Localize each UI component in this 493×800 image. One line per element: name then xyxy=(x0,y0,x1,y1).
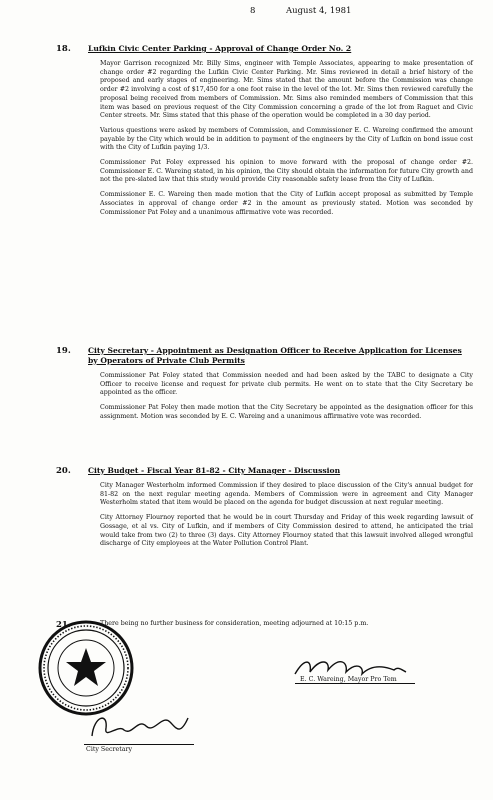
item-paragraph: Commissioner Pat Foley expressed his opinion to move forward with the proposal of change order #2. Commissioner E. C. Wareing stated, in his opinion, the City should obtain the information for future City growth and not the pre-slated law that this study would provide City reasonable safety lease from the City of Lufkin. xyxy=(100,159,473,184)
mayor-signature-label: E. C. Wareing, Mayor Pro Tem xyxy=(300,676,397,683)
item-number: 19. xyxy=(56,346,71,356)
secretary-signature-image xyxy=(84,706,194,748)
mayor-signature-line xyxy=(295,683,415,684)
item-title: City Secretary - Appointment as Designation Officer to Receive Application for Licenses by Operators of Private Club Permits xyxy=(88,346,462,365)
item-number: 21. xyxy=(56,620,71,630)
city-seal-image xyxy=(36,618,136,718)
item-number: 18. xyxy=(56,44,71,54)
item-paragraph: Commissioner E. C. Wareing then made motion that the City of Lufkin accept proposal as submitted by Temple Associates in approval of change order #2 in the amount as previously stated. Motion was seconded by Commissioner Pat Foley and a unanimous affirmative vote was recorded. xyxy=(100,191,473,216)
agenda-item-18 xyxy=(56,44,473,217)
item-paragraph: Commissioner Pat Foley then made motion that the City Secretary be appointed as the designation officer for this assignment. Motion was seconded by E. C. Wareing and a unanimous affirmative vote was recorded. xyxy=(100,404,473,420)
item-paragraph: Various questions were asked by members of Commission, and Commissioner E. C. Wareing confirmed the amount payable by the City which would be in addition to payment of the engineers by the City of Lufkin on bond issue cost with the City of Lufkin paying 1/3. xyxy=(100,126,473,152)
item-paragraph: Mayor Garrison recognized Mr. Billy Sims, engineer with Temple Associates, appearing to make presentation of change order #2 regarding the Lufkin Civic Center Parking. Mr. Sims reviewed in detail a brief history of the proposed and early stages of engineering. Mr. Sims stated that the amount before the Commission was change order #2 involving a cost of $17,450 for a one foot raise in the level of the lot. Mr. Sims then reviewed carefully the proposal being received from members of Commission. Mr. Sims also reminded members of Commission that this item was based on previous request of the City Commission concerning a grade of the lot from Raguet and Civic Center streets. Mr. Sims stated that this phase of the operation would be completed in a 30 day period. xyxy=(100,60,473,120)
agenda-item-19 xyxy=(56,346,473,422)
item-title: City Budget - Fiscal Year 81-82 - City Manager - Discussion xyxy=(88,466,341,475)
item-title: Lufkin Civic Center Parking - Approval of Change Order No. 2 xyxy=(88,44,352,53)
header-date: August 4, 1981 xyxy=(286,6,352,16)
item-paragraph: Commissioner Pat Foley stated that Commission needed and had been asked by the TABC to designate a City Officer to receive license and request for private club permits. He went on to state that the City Secretary be appointed as the officer. xyxy=(100,372,473,397)
secretary-signature-line xyxy=(84,744,194,745)
page-number: 8 xyxy=(250,6,256,16)
item-paragraph: City Manager Westerholm informed Commission if they desired to place discussion of the City's annual budget for 81-82 on the next regular meeting agenda. Members of Commission were in agreement and City Manager Westerholm stated that item would be placed on the agenda for budget discussion at next regular meeting. xyxy=(100,482,473,507)
agenda-item-21 xyxy=(56,620,473,630)
agenda-item-20 xyxy=(56,466,473,549)
item-paragraph: There being no further business for consideration, meeting adjourned at 10:15 p.m. xyxy=(100,620,369,627)
secretary-signature-label: City Secretary xyxy=(86,746,133,753)
item-number: 20. xyxy=(56,466,71,476)
item-paragraph: City Attorney Flournoy reported that he would be in court Thursday and Friday of this week regarding lawsuit of Gossage, et al vs. City of Lufkin, and if members of City Commission desired to attend, he anticipated the trial would take from two (2) to three (3) days. City Attorney Flournoy stated that this lawsuit involved alleged wrongful discharge of City employees at the Water Pollution Control Plant. xyxy=(100,514,473,548)
